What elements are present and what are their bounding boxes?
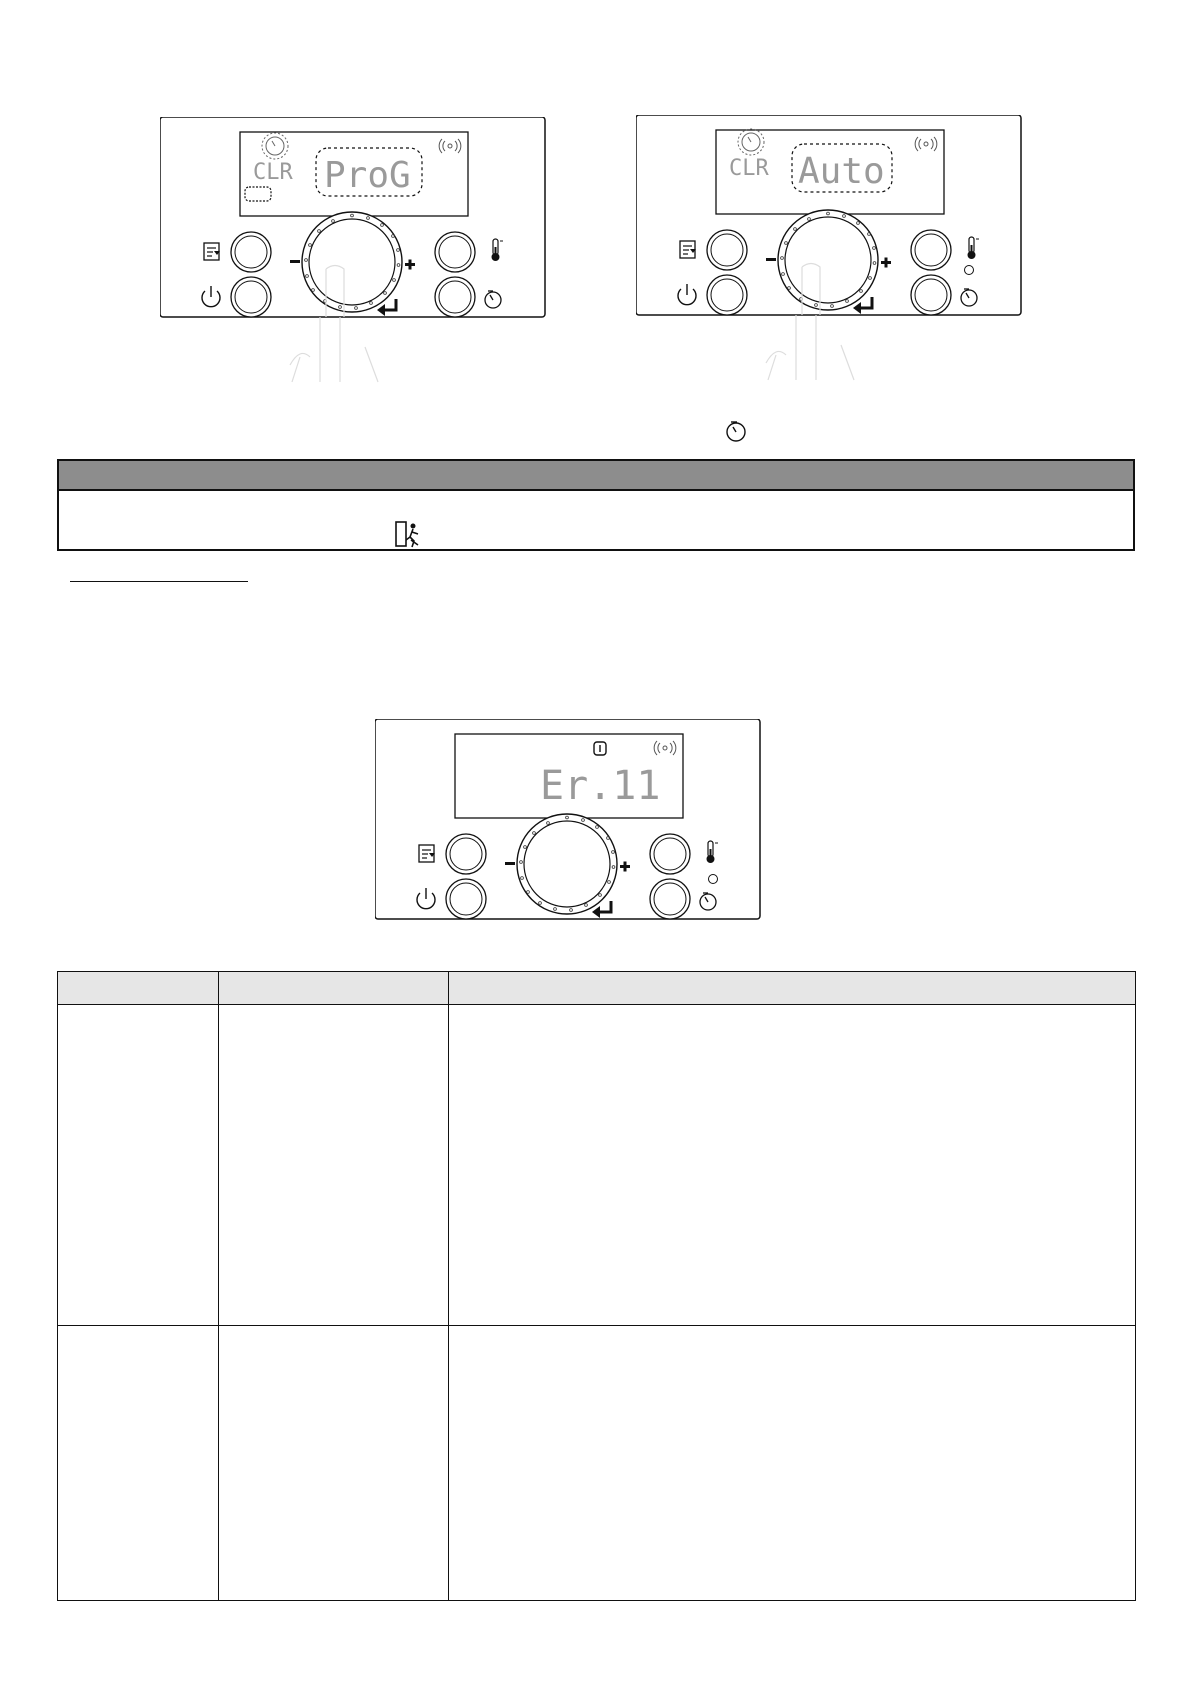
table-cell	[449, 1005, 1136, 1326]
note-box	[57, 491, 1135, 551]
table-cell	[58, 1326, 219, 1601]
table-row	[58, 1005, 1136, 1326]
column-header	[58, 972, 219, 1005]
status-led	[965, 266, 974, 275]
table-header-row	[58, 972, 1136, 1005]
note-header-bar	[57, 459, 1135, 491]
column-header	[219, 972, 449, 1005]
table-cell	[58, 1005, 219, 1326]
table-cell	[449, 1326, 1136, 1601]
control-panel-error	[375, 719, 765, 929]
table-cell	[219, 1326, 449, 1601]
display-main-text: Er.11	[540, 763, 661, 809]
display-left-text: CLR	[253, 160, 293, 185]
timer-icon	[723, 418, 749, 444]
column-header	[449, 972, 1136, 1005]
table-cell	[219, 1005, 449, 1326]
section-heading-underline	[70, 581, 248, 582]
display-main-text: ProG	[324, 155, 411, 196]
status-led	[709, 875, 718, 884]
table-row	[58, 1326, 1136, 1601]
control-panel-auto	[636, 115, 1026, 385]
error-table	[57, 971, 1136, 1601]
control-panel-prog	[160, 117, 550, 387]
door-exit-icon	[394, 520, 422, 550]
display-main-text: Auto	[798, 151, 885, 192]
display-left-text: CLR	[729, 156, 769, 181]
